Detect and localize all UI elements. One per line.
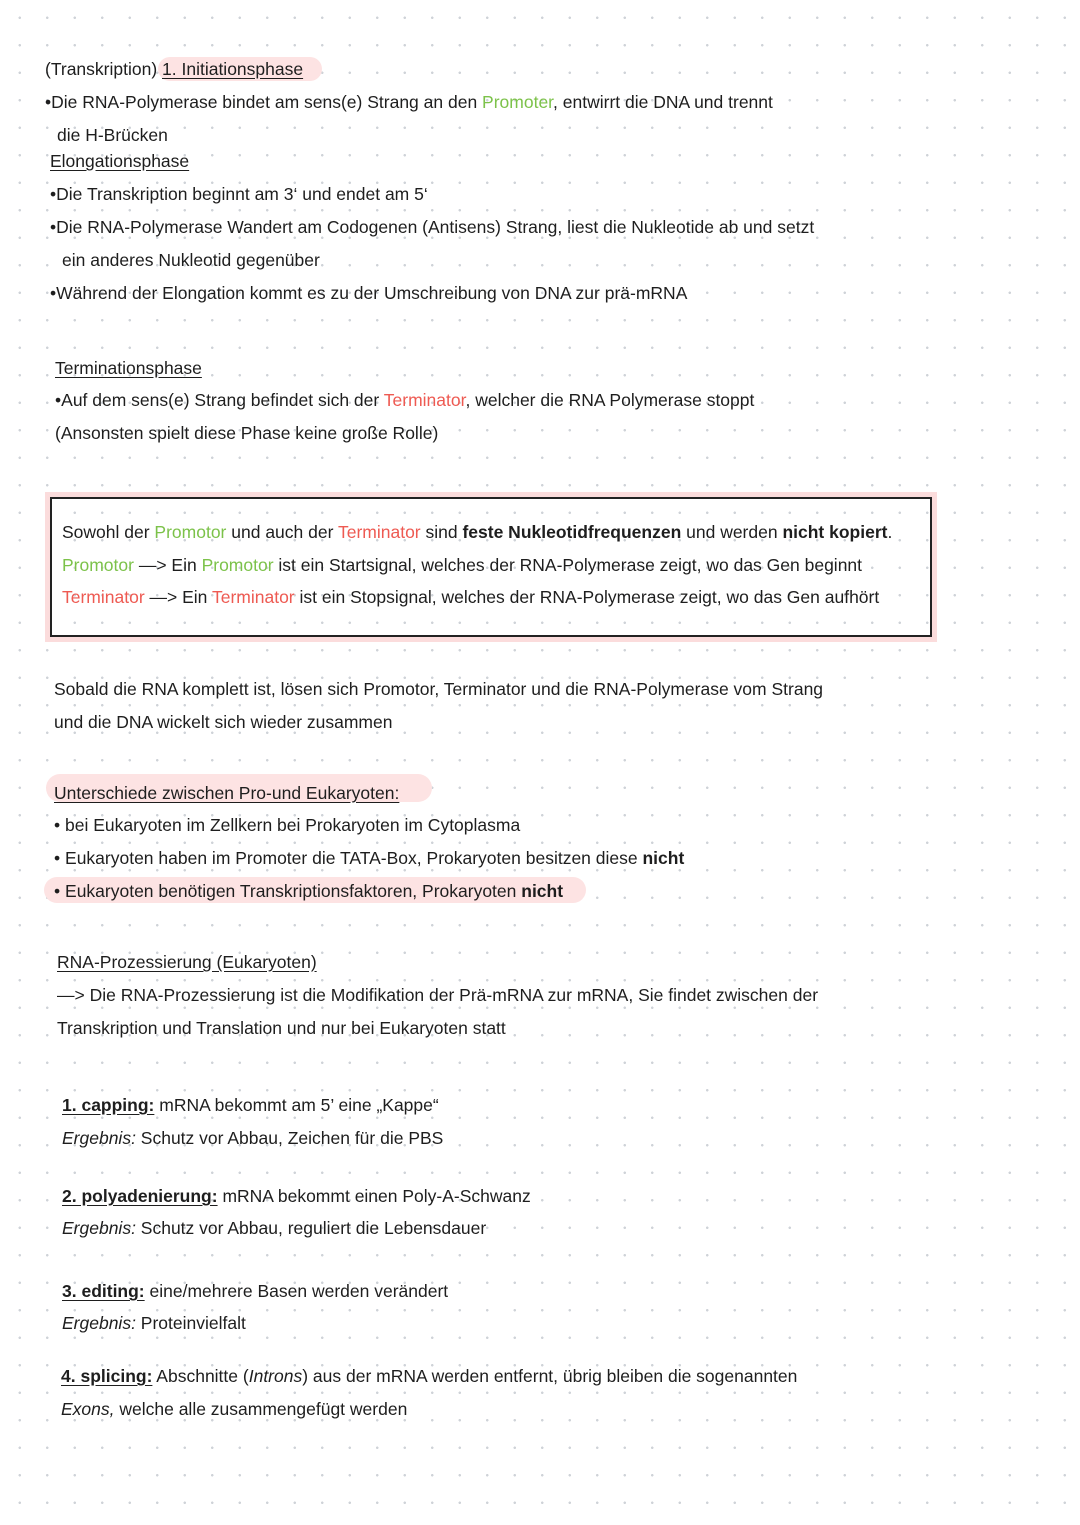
step-capping-result: Ergebnis: Schutz vor Abbau, Zeichen für die PBS: [62, 1128, 444, 1148]
step-editing-result: Ergebnis: Proteinvielfalt: [62, 1313, 246, 1333]
box-line-2: Promotor —> Ein Promotor ist ein Startsignal, welches der RNA-Polymerase zeigt, wo das Gen beginnt: [62, 555, 863, 575]
initiation-bullet-cont: die H-Brücken: [57, 125, 168, 145]
bullet: •: [50, 217, 57, 237]
step-editing: 3. editing: eine/mehrere Basen werden verändert: [62, 1281, 449, 1301]
summary-line: Sobald die RNA komplett ist, lösen sich Promotor, Terminator und die RNA-Polymerase vom Strang: [54, 679, 824, 699]
elongation-heading: Elongationsphase: [50, 151, 190, 171]
termination-note: (Ansonsten spielt diese Phase keine große Rolle): [55, 423, 439, 443]
step-splicing: 4. splicing: Abschnitte (Introns) aus der mRNA werden entfernt, übrig bleiben die sogenannten: [61, 1366, 798, 1386]
box-line-3: Terminator —> Ein Terminator ist ein Stopsignal, welches der RNA-Polymerase zeigt, wo das Gen aufhört: [62, 587, 880, 607]
bullet: •: [54, 815, 61, 835]
elongation-bullet: •Die Transkription beginnt am 3‘ und endet am 5‘: [50, 184, 428, 204]
elongation-bullet-cont: ein anderes Nukleotid gegenüber: [62, 250, 320, 270]
step-polyadenierung-result: Ergebnis: Schutz vor Abbau, reguliert die Lebensdauer: [62, 1218, 487, 1238]
bullet: •: [55, 390, 62, 410]
processing-intro: —> Die RNA-Prozessierung ist die Modifikation der Prä-mRNA zur mRNA, Sie findet zwischen der: [57, 985, 819, 1005]
elongation-bullet: •Während der Elongation kommt es zu der Umschreibung von DNA zur prä-mRNA: [50, 283, 688, 303]
differences-bullet: • Eukaryoten benötigen Transkriptionsfaktoren, Prokaryoten nicht: [54, 881, 564, 901]
step-splicing-cont: Exons, welche alle zusammengefügt werden: [61, 1399, 408, 1419]
bullet: •: [45, 92, 52, 112]
differences-bullet: • bei Eukaryoten im Zellkern bei Prokaryoten im Cytoplasma: [54, 815, 521, 835]
differences-bullet: • Eukaryoten haben im Promoter die TATA-Box, Prokaryoten besitzen diese nicht: [54, 848, 685, 868]
bullet: •: [50, 184, 57, 204]
elongation-bullet: •Die RNA-Polymerase Wandert am Codogenen (Antisens) Strang, liest die Nukleotide ab und setzt: [50, 217, 815, 237]
summary-line: und die DNA wickelt sich wieder zusammen: [54, 712, 393, 732]
bullet: •: [54, 881, 61, 901]
step-capping: 1. capping: mRNA bekommt am 5’ eine „Kappe“: [62, 1095, 439, 1115]
termination-heading: Terminationsphase: [55, 358, 202, 378]
step-polyadenierung: 2. polyadenierung: mRNA bekommt einen Poly-A-Schwanz: [62, 1186, 531, 1206]
terminator-term: Terminator: [383, 390, 466, 410]
processing-intro: Transkription und Translation und nur bei Eukaryoten statt: [57, 1018, 506, 1038]
initiation-heading: 1. Initiationsphase: [162, 59, 304, 79]
box-line-1: Sowohl der Promotor und auch der Terminator sind feste Nukleotidfrequenzen und werden nicht kopiert.: [62, 522, 893, 542]
bullet: •: [54, 848, 61, 868]
differences-heading: Unterschiede zwischen Pro-und Eukaryoten:: [54, 783, 400, 803]
bullet: •: [50, 283, 57, 303]
processing-heading: RNA-Prozessierung (Eukaryoten): [57, 952, 317, 972]
initiation-heading-line: (Transkription) 1. Initiationsphase: [45, 59, 304, 79]
termination-bullet: •Auf dem sens(e) Strang befindet sich der Terminator, welcher die RNA Polymerase stoppt: [55, 390, 755, 410]
promoter-term: Promoter: [482, 92, 554, 112]
initiation-bullet: •Die RNA-Polymerase bindet am sens(e) Strang an den Promoter, entwirrt die DNA und trennt: [45, 92, 773, 112]
